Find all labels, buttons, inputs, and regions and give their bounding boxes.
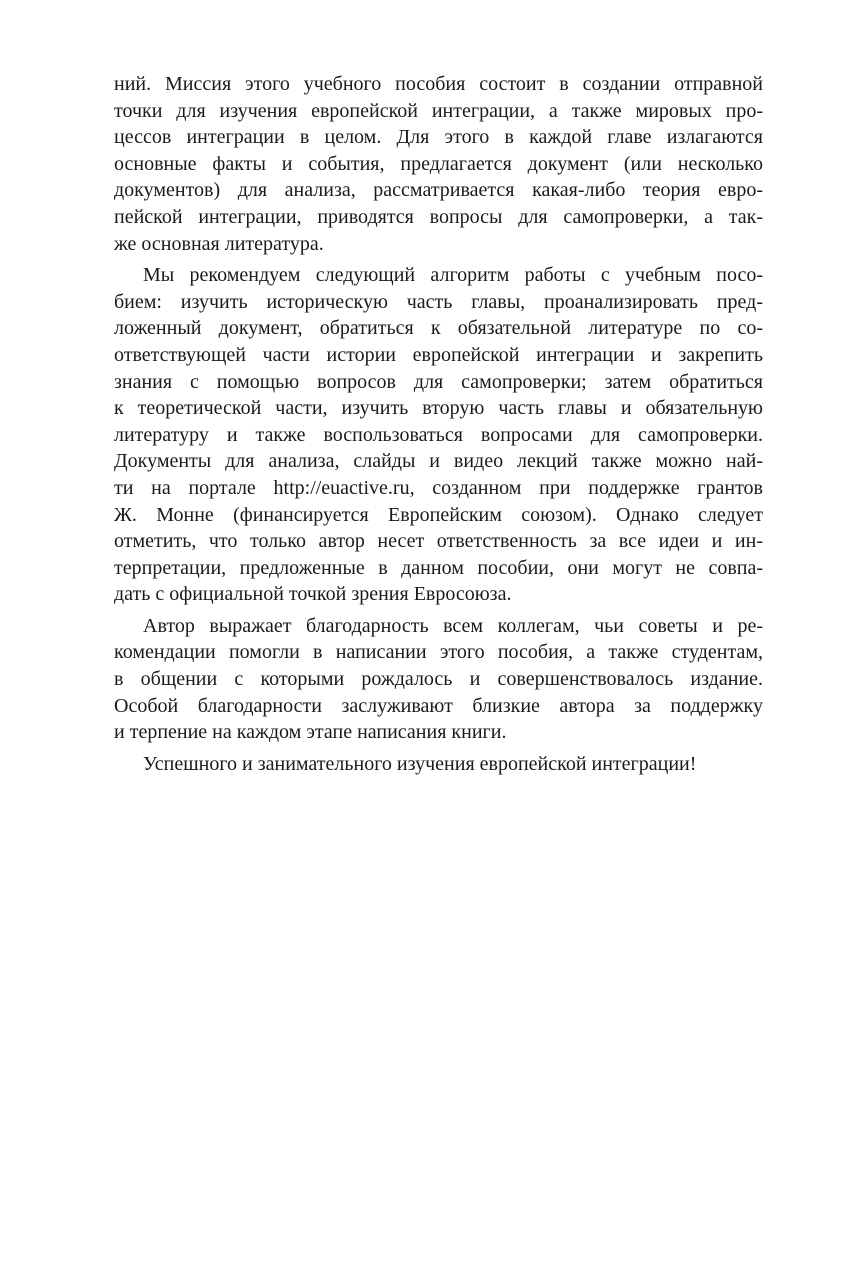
text-line: Успешного и занимательного изучения европейской интеграции! (143, 752, 697, 775)
paragraph-acknowledgements (114, 613, 763, 746)
paragraph-closing-wish (114, 751, 763, 778)
text-line: и терпение на каждом этапе написания книги. (114, 721, 507, 744)
page-body (114, 71, 763, 777)
text-line: ний. Миссия этого учебного пособия состоит в создании отправной (114, 73, 763, 95)
text-line: терпретации, предложенные в данном пособии, они могут не совпа- (114, 556, 763, 579)
text-line: Особой благодарности заслуживают близкие автора за поддержку (114, 694, 763, 717)
text-line: в общении с которыми рождалось и совершенствовалось издание. (114, 668, 763, 691)
text-line: знания с помощью вопросов для самопроверки; затем обратиться (114, 370, 763, 393)
text-line: Ж. Монне (финансируется Европейским союзом). Однако следует (114, 503, 763, 526)
text-line: к теоретической части, изучить вторую часть главы и обязательную (114, 397, 763, 420)
text-line: ответствующей части истории европейской интеграции и закрепить (114, 343, 763, 366)
text-line: Документы для анализа, слайды и видео лекций также можно най- (114, 450, 763, 473)
text-line: точки для изучения европейской интеграции, а также мировых про- (114, 99, 763, 122)
text-line: комендации помогли в написании этого пособия, а также студентам, (114, 641, 763, 664)
text-line: цессов интеграции в целом. Для этого в каждой главе излагаются (114, 126, 763, 149)
text-line: Автор выражает благодарность всем коллегам, чьи советы и ре- (143, 614, 763, 637)
text-line: ложенный документ, обратиться к обязательной литературе по со- (114, 317, 763, 340)
text-line: документов) для анализа, рассматривается какая-либо теория евро- (114, 179, 763, 202)
text-line: литературу и также воспользоваться вопросами для самопроверки. (114, 423, 763, 446)
paragraph-intro-continuation (114, 71, 763, 257)
text-line: Мы рекомендуем следующий алгоритм работы с учебным посо- (143, 264, 763, 287)
text-line: отметить, что только автор несет ответственность за все идеи и ин- (114, 530, 763, 553)
text-line: же основная литература. (114, 232, 324, 255)
text-line: основные факты и события, предлагается документ (или несколько (114, 152, 763, 175)
text-line: бием: изучить историческую часть главы, проанализировать пред- (114, 290, 763, 313)
text-line: ти на портале http://euactive.ru, созданном при поддержке грантов (114, 476, 763, 499)
text-line: дать с официальной точкой зрения Евросоюза. (114, 583, 512, 606)
text-line: пейской интеграции, приводятся вопросы для самопроверки, а так- (114, 205, 763, 228)
paragraph-recommended-algorithm (114, 262, 763, 608)
